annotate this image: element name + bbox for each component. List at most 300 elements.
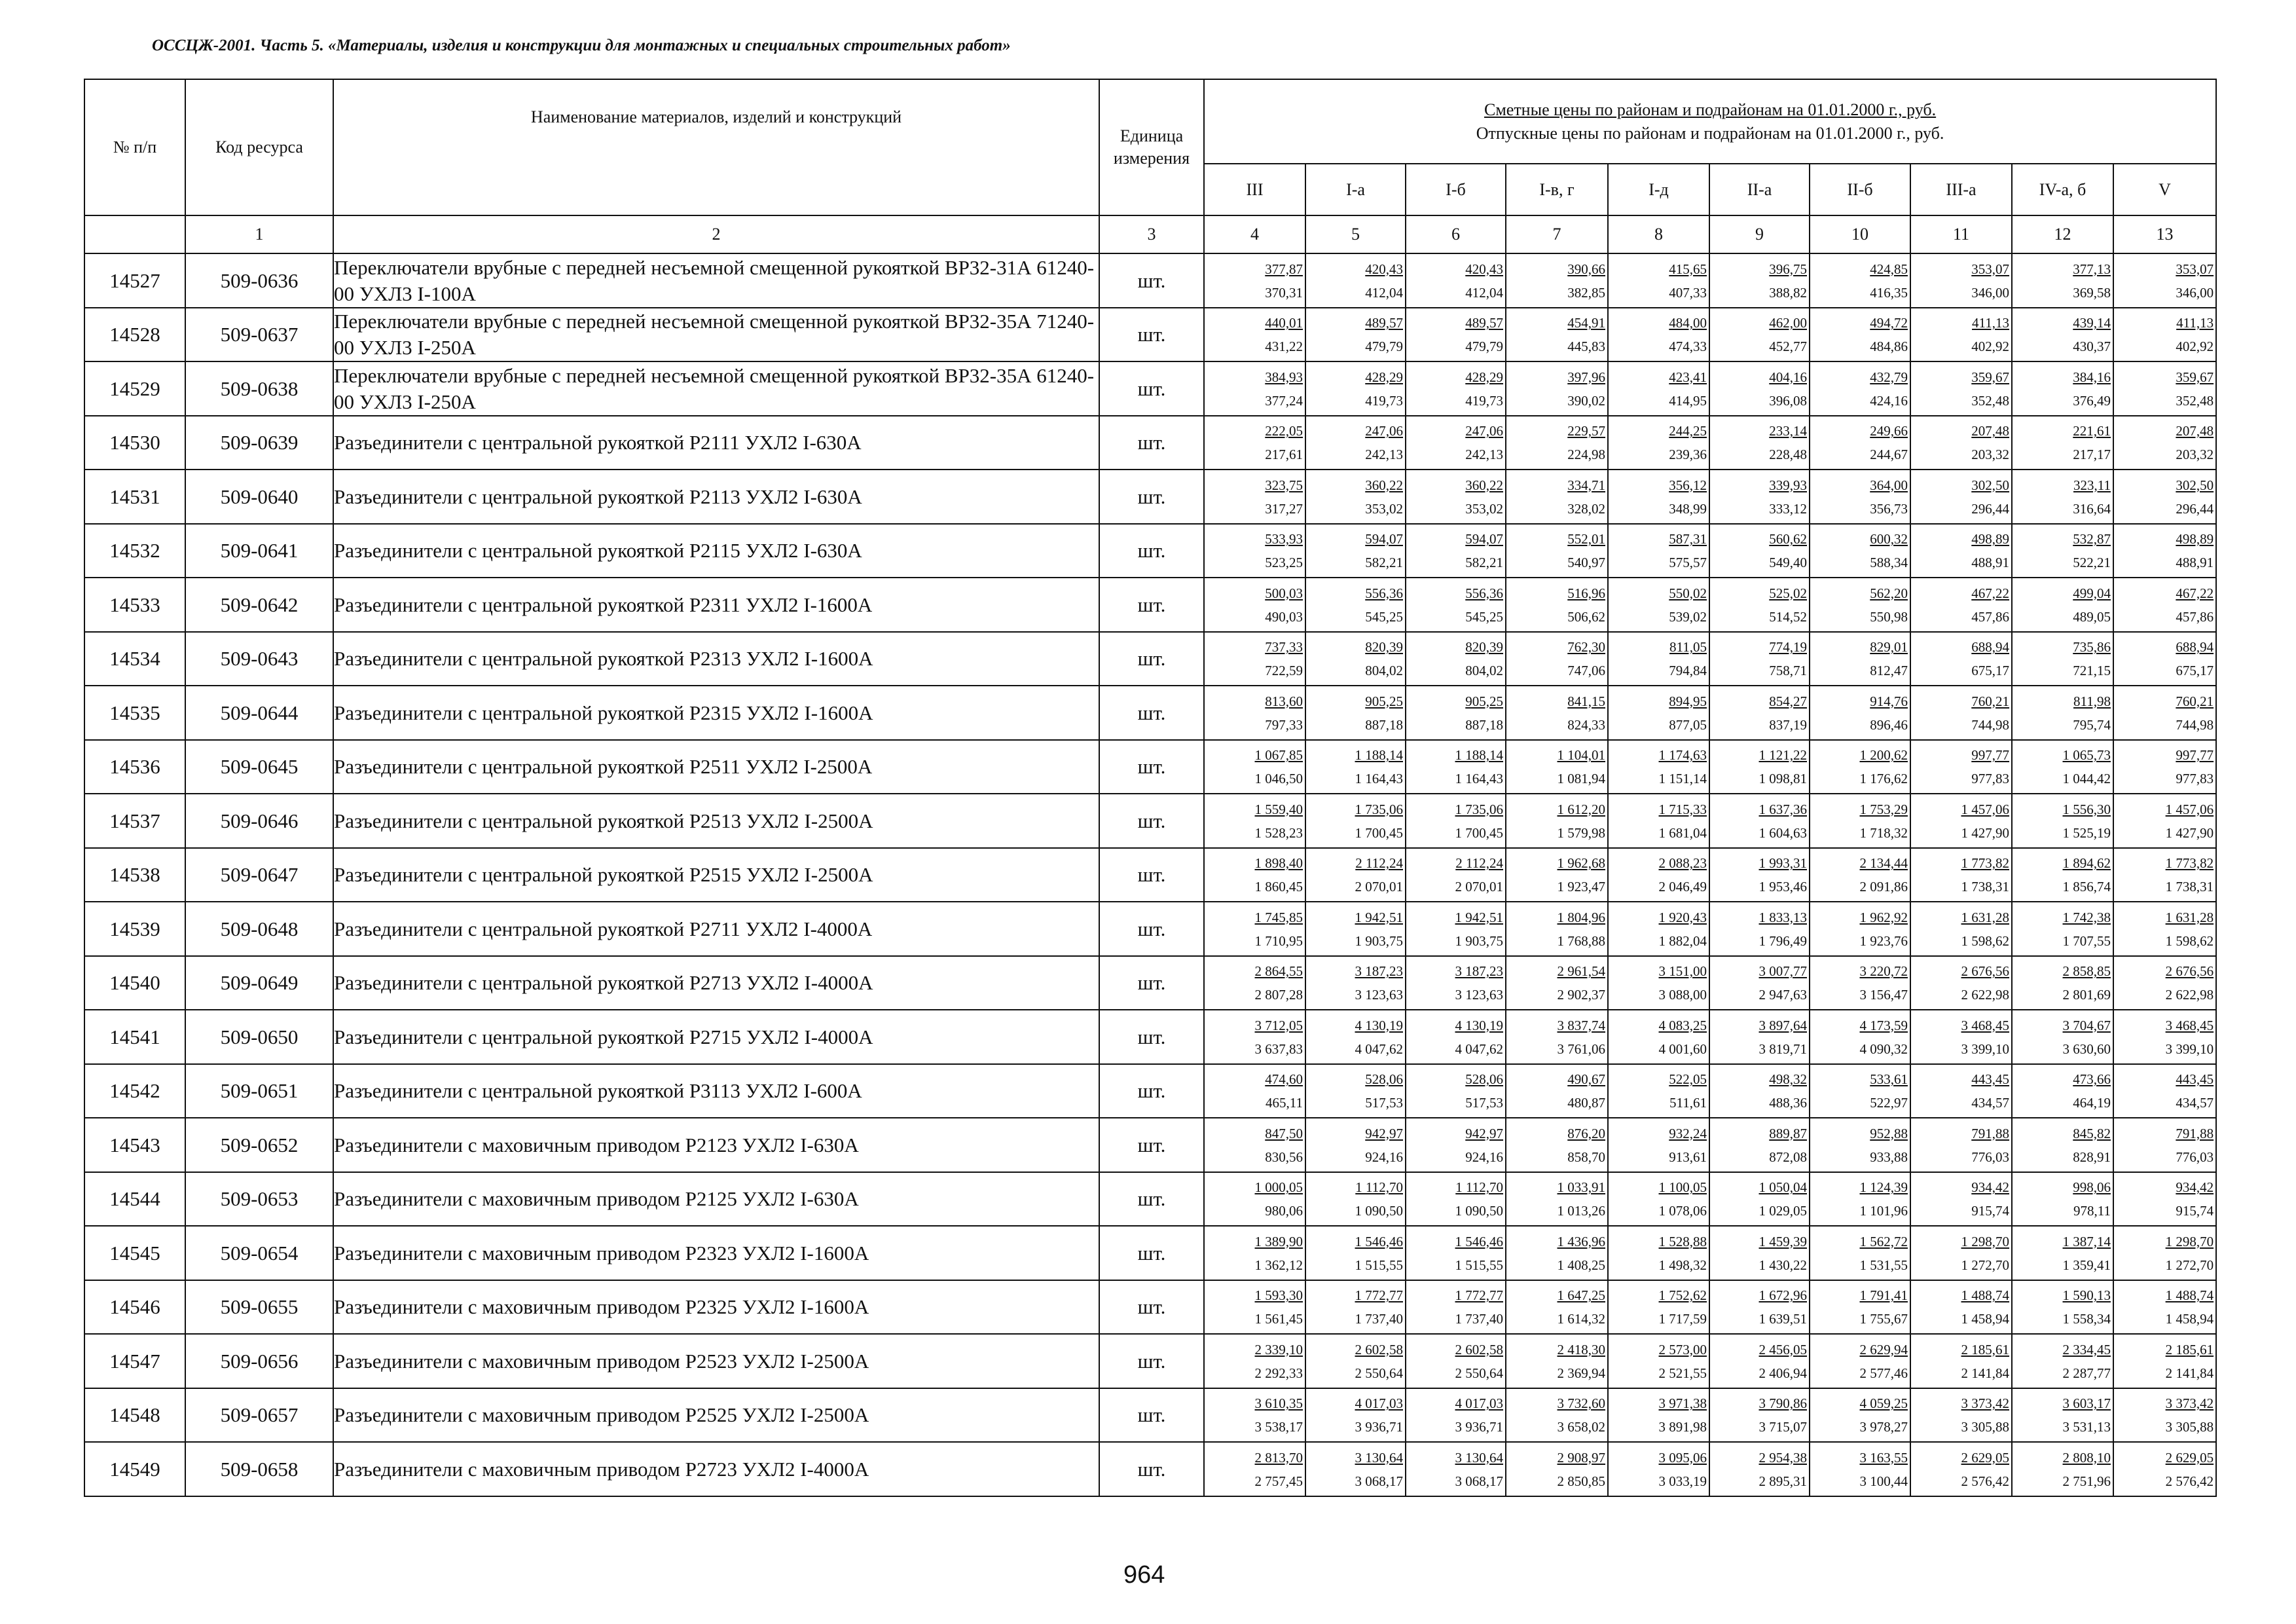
release-price: 352,48 [1971, 392, 2009, 409]
release-price: 812,47 [1870, 663, 1908, 678]
unit: шт. [1099, 632, 1204, 686]
price-cell [1204, 632, 1305, 686]
estimate-price: 1 962,68 [1557, 855, 1605, 871]
price-cell [1608, 1064, 1709, 1118]
table-row [84, 956, 2216, 1010]
estimate-price-line [1406, 690, 1505, 713]
estimate-price-line [1710, 1392, 1809, 1415]
estimate-price-line [1506, 257, 1607, 281]
estimate-price: 811,98 [2073, 693, 2111, 709]
table-row [84, 794, 2216, 848]
release-price: 3 123,63 [1455, 987, 1503, 1003]
price-cell [1810, 956, 1910, 1010]
estimate-price-line [1205, 1014, 1305, 1037]
estimate-price-line [1609, 690, 1709, 713]
price-cell [2113, 308, 2216, 361]
estimate-price: 1 791,41 [1859, 1287, 1908, 1303]
row-number: 14535 [84, 686, 185, 740]
release-price: 830,56 [1265, 1149, 1303, 1165]
release-price: 488,91 [2176, 555, 2214, 570]
price-cell [1810, 524, 1910, 578]
estimate-price: 4 173,59 [1859, 1017, 1908, 1033]
estimate-price-line [1710, 851, 1809, 875]
release-price: 675,17 [2176, 663, 2214, 678]
table-row [84, 253, 2216, 308]
estimate-price-line [2114, 365, 2215, 389]
price-cell [1709, 1226, 1810, 1280]
release-price: 3 305,88 [2165, 1419, 2214, 1435]
price-cell [1910, 1226, 2012, 1280]
estimate-price-line [2013, 1283, 2113, 1307]
release-price: 506,62 [1567, 608, 1605, 625]
release-price: 3 399,10 [2165, 1041, 2214, 1057]
release-price: 1 796,49 [1758, 932, 1807, 949]
estimate-price-line [2114, 581, 2215, 605]
material-name: Разъединители с центральной рукояткой Р2313 УХЛ2 I-1600А [333, 632, 1099, 686]
unit: шт. [1099, 686, 1204, 740]
release-price: 402,92 [1971, 339, 2009, 354]
release-price: 452,77 [1769, 339, 1807, 354]
estimate-price: 2 334,45 [2062, 1341, 2111, 1357]
estimate-price: 494,72 [1870, 315, 1908, 331]
estimate-price: 404,16 [1769, 369, 1807, 385]
release-price: 2 141,84 [1961, 1365, 2009, 1381]
price-cell [1406, 956, 1506, 1010]
price-cell [1506, 1442, 1608, 1496]
estimate-price: 462,00 [1769, 315, 1807, 331]
estimate-price-line [1205, 527, 1305, 551]
price-cell [1204, 1226, 1305, 1280]
estimate-price: 229,57 [1567, 423, 1605, 439]
estimate-price: 396,75 [1769, 261, 1807, 277]
estimate-price: 905,25 [1365, 693, 1403, 709]
price-cell [1305, 1334, 1406, 1388]
row-number: 14532 [84, 524, 185, 578]
estimate-price: 1 631,28 [2165, 909, 2214, 925]
estimate-price: 1 647,25 [1557, 1287, 1605, 1303]
estimate-price-line [1810, 906, 1910, 929]
release-price: 1 755,67 [1859, 1311, 1908, 1327]
estimate-price: 233,14 [1769, 423, 1807, 439]
release-price: 1 029,05 [1758, 1203, 1807, 1219]
estimate-price-line [2114, 1122, 2215, 1145]
price-cell [2012, 956, 2113, 1010]
estimate-price-line [1911, 419, 2011, 443]
estimate-price: 3 837,74 [1557, 1017, 1605, 1033]
estimate-price-line [1810, 1338, 1910, 1361]
estimate-price: 1 559,40 [1254, 801, 1303, 817]
estimate-price-line [1205, 1283, 1305, 1307]
price-cell [1910, 1388, 2012, 1442]
table-body [84, 253, 2216, 1496]
price-cell [1305, 1064, 1406, 1118]
price-cell [1305, 1226, 1406, 1280]
price-cell [1204, 902, 1305, 956]
price-cell [1506, 1010, 1608, 1064]
row-number: 14527 [84, 253, 185, 308]
estimate-price: 562,20 [1870, 585, 1908, 601]
estimate-price: 411,13 [2176, 315, 2214, 331]
estimate-price-line [2114, 1338, 2215, 1361]
unit: шт. [1099, 361, 1204, 416]
price-cell [1406, 1064, 1506, 1118]
estimate-price-line [2013, 798, 2113, 821]
release-price: 3 531,13 [2062, 1419, 2111, 1435]
unit: шт. [1099, 524, 1204, 578]
release-price: 3 630,60 [2062, 1041, 2111, 1057]
estimate-price-line [2013, 1175, 2113, 1199]
col-header-num: № п/п [84, 79, 185, 215]
estimate-price: 1 993,31 [1758, 855, 1807, 871]
estimate-price: 1 050,04 [1758, 1179, 1807, 1195]
index-cell-empty [84, 215, 185, 253]
price-cell [1506, 1064, 1608, 1118]
estimate-price-line [1506, 365, 1607, 389]
estimate-price-line [2013, 1446, 2113, 1469]
release-price: 2 801,69 [2062, 987, 2111, 1003]
estimate-price: 556,36 [1365, 585, 1403, 601]
price-cell [1910, 1064, 2012, 1118]
estimate-price: 820,39 [1465, 639, 1503, 655]
price-cell [2012, 308, 2113, 361]
estimate-price: 3 971,38 [1658, 1395, 1707, 1411]
price-cell [1910, 308, 2012, 361]
release-price: 1 738,31 [1961, 879, 2009, 895]
row-number: 14547 [84, 1334, 185, 1388]
price-cell [1608, 308, 1709, 361]
estimate-price-line [2013, 959, 2113, 983]
estimate-price: 3 704,67 [2062, 1017, 2111, 1033]
estimate-price: 1 833,13 [1758, 909, 1807, 925]
price-cell [1608, 1280, 1709, 1334]
release-price: 382,85 [1567, 284, 1605, 301]
row-number: 14533 [84, 578, 185, 632]
release-price: 228,48 [1769, 447, 1807, 462]
estimate-price-line [1911, 1392, 2011, 1415]
release-price: 1 013,26 [1557, 1203, 1605, 1219]
estimate-price-line [2013, 419, 2113, 443]
row-number: 14534 [84, 632, 185, 686]
release-price: 488,91 [1971, 555, 2009, 570]
release-price: 1 558,34 [2062, 1311, 2111, 1327]
price-cell [1506, 1334, 1608, 1388]
release-price: 3 100,44 [1859, 1473, 1908, 1489]
estimate-price-line [1306, 311, 1405, 335]
estimate-price: 1 772,77 [1355, 1287, 1403, 1303]
release-price: 2 550,64 [1355, 1365, 1403, 1381]
estimate-price: 323,75 [1265, 477, 1303, 493]
estimate-price-line [1911, 473, 2011, 497]
release-price: 1 598,62 [2165, 932, 2214, 949]
release-price: 356,73 [1870, 500, 1908, 517]
estimate-price-line [1810, 635, 1910, 659]
price-cell [1910, 1442, 2012, 1496]
release-price: 522,97 [1870, 1095, 1908, 1111]
price-cell [1305, 1280, 1406, 1334]
estimate-price-line [1911, 257, 2011, 281]
release-price: 1 737,40 [1355, 1311, 1403, 1327]
estimate-price: 3 603,17 [2062, 1395, 2111, 1411]
release-price: 424,16 [1870, 392, 1908, 409]
release-price: 744,98 [1971, 716, 2009, 733]
estimate-price-line [1911, 906, 2011, 929]
release-price: 434,57 [2176, 1095, 2214, 1111]
price-cell [1305, 686, 1406, 740]
estimate-price-line [1506, 690, 1607, 713]
price-cell [1506, 253, 1608, 308]
estimate-price-line [1406, 1122, 1505, 1145]
estimate-price: 932,24 [1669, 1125, 1707, 1141]
release-price: 1 458,94 [2165, 1311, 2214, 1327]
price-cell [1709, 848, 1810, 902]
release-price: 419,73 [1465, 392, 1503, 409]
estimate-price: 1 593,30 [1254, 1287, 1303, 1303]
price-cell [1406, 686, 1506, 740]
price-cell [2012, 416, 2113, 470]
price-cell [1910, 416, 2012, 470]
resource-code: 509-0658 [185, 1442, 333, 1496]
estimate-price-line [1810, 1446, 1910, 1469]
price-cell [1305, 253, 1406, 308]
estimate-price: 334,71 [1567, 477, 1605, 493]
release-price: 390,02 [1567, 392, 1605, 409]
column-index: 9 [1709, 215, 1810, 253]
estimate-price-line [1205, 1338, 1305, 1361]
release-price: 675,17 [1971, 663, 2009, 678]
price-cell [2113, 1064, 2216, 1118]
price-cell [2113, 470, 2216, 524]
release-price: 239,36 [1669, 447, 1707, 462]
estimate-price-line [1506, 851, 1607, 875]
estimate-price-line [2013, 1122, 2113, 1145]
release-price: 4 047,62 [1355, 1041, 1403, 1057]
estimate-price-line [1911, 1283, 2011, 1307]
estimate-price-line [2114, 851, 2215, 875]
release-price: 2 947,63 [1758, 987, 1807, 1003]
release-price: 517,53 [1465, 1095, 1503, 1111]
estimate-price-line [2013, 1338, 2113, 1361]
resource-code: 509-0642 [185, 578, 333, 632]
table-row [84, 1118, 2216, 1172]
column-index: 3 [1099, 215, 1204, 253]
estimate-price: 3 130,64 [1355, 1449, 1403, 1466]
release-price: 575,57 [1669, 555, 1707, 570]
price-cell [1204, 1280, 1305, 1334]
estimate-price: 353,07 [2176, 261, 2214, 277]
unit: шт. [1099, 308, 1204, 361]
unit: шт. [1099, 1064, 1204, 1118]
estimate-price: 1 920,43 [1658, 909, 1707, 925]
estimate-price: 415,65 [1669, 261, 1707, 277]
estimate-price: 2 813,70 [1254, 1449, 1303, 1466]
estimate-price-line [1609, 527, 1709, 551]
price-cell [2113, 794, 2216, 848]
estimate-price: 4 017,03 [1455, 1395, 1503, 1411]
release-price: 457,86 [2176, 608, 2214, 625]
row-number: 14536 [84, 740, 185, 794]
estimate-price-line [1911, 311, 2011, 335]
estimate-price-line [2114, 257, 2215, 281]
release-price: 2 622,98 [2165, 987, 2214, 1003]
table-row [84, 1226, 2216, 1280]
estimate-price: 1 188,14 [1455, 747, 1503, 763]
estimate-price: 2 961,54 [1557, 963, 1605, 979]
release-price: 3 978,27 [1859, 1419, 1908, 1435]
price-cell [1810, 1226, 1910, 1280]
release-price: 203,32 [2176, 447, 2214, 462]
estimate-price-line [1306, 473, 1405, 497]
table-row [84, 416, 2216, 470]
estimate-price-line [1710, 527, 1809, 551]
estimate-price: 397,96 [1567, 369, 1605, 385]
price-cell [2012, 1118, 2113, 1172]
estimate-price-line [1506, 1067, 1607, 1091]
estimate-price: 222,05 [1265, 423, 1303, 439]
release-price: 2 287,77 [2062, 1365, 2111, 1381]
row-number: 14548 [84, 1388, 185, 1442]
table-row [84, 686, 2216, 740]
release-price: 1 044,42 [2062, 771, 2111, 786]
estimate-price: 467,22 [1971, 585, 2009, 601]
resource-code: 509-0639 [185, 416, 333, 470]
estimate-price-line [1710, 690, 1809, 713]
estimate-price: 532,87 [2073, 531, 2111, 547]
estimate-price: 359,67 [2176, 369, 2214, 385]
resource-code: 509-0648 [185, 902, 333, 956]
estimate-price: 894,95 [1669, 693, 1707, 709]
estimate-price-line [1810, 798, 1910, 821]
estimate-price: 3 712,05 [1254, 1017, 1303, 1033]
estimate-price: 247,06 [1465, 423, 1503, 439]
estimate-price: 364,00 [1870, 477, 1908, 493]
estimate-price: 1 436,96 [1557, 1233, 1605, 1249]
estimate-price: 791,88 [1971, 1125, 2009, 1141]
price-cell [1709, 1388, 1810, 1442]
release-price: 2 622,98 [1961, 987, 2009, 1003]
estimate-price-line [1306, 635, 1405, 659]
row-number: 14541 [84, 1010, 185, 1064]
estimate-price-line [1810, 527, 1910, 551]
estimate-price-line [1406, 1175, 1505, 1199]
estimate-price-line [1609, 906, 1709, 929]
price-cell [1305, 740, 1406, 794]
release-price: 3 123,63 [1355, 987, 1403, 1003]
release-price: 488,36 [1769, 1095, 1807, 1111]
release-price: 776,03 [1971, 1149, 2009, 1165]
estimate-price-line [1506, 473, 1607, 497]
price-cell [1506, 848, 1608, 902]
price-cell [1506, 1118, 1608, 1172]
unit: шт. [1099, 902, 1204, 956]
estimate-price: 560,62 [1769, 531, 1807, 547]
estimate-price-line [1306, 257, 1405, 281]
estimate-price-line [1810, 1283, 1910, 1307]
estimate-price: 1 898,40 [1254, 855, 1303, 871]
price-cell [1709, 1118, 1810, 1172]
release-price: 1 272,70 [2165, 1257, 2214, 1273]
price-cell [1709, 956, 1810, 1010]
release-price: 1 738,31 [2165, 879, 2214, 895]
release-price: 2 070,01 [1455, 879, 1503, 895]
release-price: 582,21 [1365, 555, 1403, 570]
price-cell [1204, 1010, 1305, 1064]
estimate-price: 1 752,62 [1658, 1287, 1707, 1303]
material-name: Разъединители с центральной рукояткой Р2113 УХЛ2 I-630А [333, 470, 1099, 524]
estimate-price: 1 672,96 [1758, 1287, 1807, 1303]
price-cell [1406, 794, 1506, 848]
release-price: 3 715,07 [1758, 1419, 1807, 1435]
release-price: 296,44 [1971, 500, 2009, 517]
price-cell [2113, 1172, 2216, 1226]
estimate-price-line [1306, 1175, 1405, 1199]
price-cell [2113, 416, 2216, 470]
estimate-price-line [1306, 365, 1405, 389]
price-cell [1506, 1172, 1608, 1226]
estimate-price: 1 773,82 [2165, 855, 2214, 871]
release-price: 872,08 [1769, 1149, 1807, 1165]
price-cell [1709, 1010, 1810, 1064]
row-number: 14545 [84, 1226, 185, 1280]
estimate-price-line [2013, 473, 2113, 497]
price-cell [1910, 1280, 2012, 1334]
estimate-price-line [1406, 311, 1505, 335]
estimate-price-line [1911, 743, 2011, 767]
price-cell [1709, 253, 1810, 308]
estimate-price-line [1710, 1338, 1809, 1361]
price-cell [1810, 470, 1910, 524]
estimate-price: 1 745,85 [1254, 909, 1303, 925]
column-index: 1 [185, 215, 333, 253]
region-header: II-б [1810, 164, 1910, 215]
estimate-price: 1 124,39 [1859, 1179, 1908, 1195]
release-price: 474,33 [1669, 339, 1707, 354]
price-cell [1608, 253, 1709, 308]
estimate-price-line [2013, 527, 2113, 551]
release-price: 858,70 [1567, 1149, 1605, 1165]
estimate-price: 207,48 [2176, 423, 2214, 439]
release-price: 333,12 [1769, 500, 1807, 517]
estimate-price-line [1609, 851, 1709, 875]
estimate-price-line [2013, 581, 2113, 605]
release-price: 1 525,19 [2062, 824, 2111, 841]
region-header: I-в, г [1506, 164, 1608, 215]
release-price: 924,16 [1365, 1149, 1403, 1165]
price-cell [1204, 848, 1305, 902]
material-name: Переключатели врубные с передней несъемной смещенной рукояткой ВР32-35А 61240-00 УХЛ3 I-250А [333, 361, 1099, 416]
estimate-price: 952,88 [1870, 1125, 1908, 1141]
row-number: 14529 [84, 361, 185, 416]
estimate-price: 1 942,51 [1355, 909, 1403, 925]
resource-code: 509-0638 [185, 361, 333, 416]
estimate-price-line [2114, 1014, 2215, 1037]
release-price: 545,25 [1365, 608, 1403, 625]
estimate-price-line [1406, 635, 1505, 659]
release-price: 457,86 [1971, 608, 2009, 625]
region-header: IV-а, б [2012, 164, 2113, 215]
unit: шт. [1099, 1010, 1204, 1064]
price-cell [1608, 361, 1709, 416]
price-cell [2113, 361, 2216, 416]
estimate-price-line [1205, 798, 1305, 821]
estimate-price-line [2013, 1014, 2113, 1037]
release-price: 758,71 [1769, 663, 1807, 678]
material-name: Разъединители с центральной рукояткой Р2513 УХЛ2 I-2500А [333, 794, 1099, 848]
estimate-price: 1 100,05 [1658, 1179, 1707, 1195]
estimate-price-line [1406, 581, 1505, 605]
release-price: 328,02 [1567, 500, 1605, 517]
column-index: 10 [1810, 215, 1910, 253]
estimate-price: 3 732,60 [1557, 1395, 1605, 1411]
